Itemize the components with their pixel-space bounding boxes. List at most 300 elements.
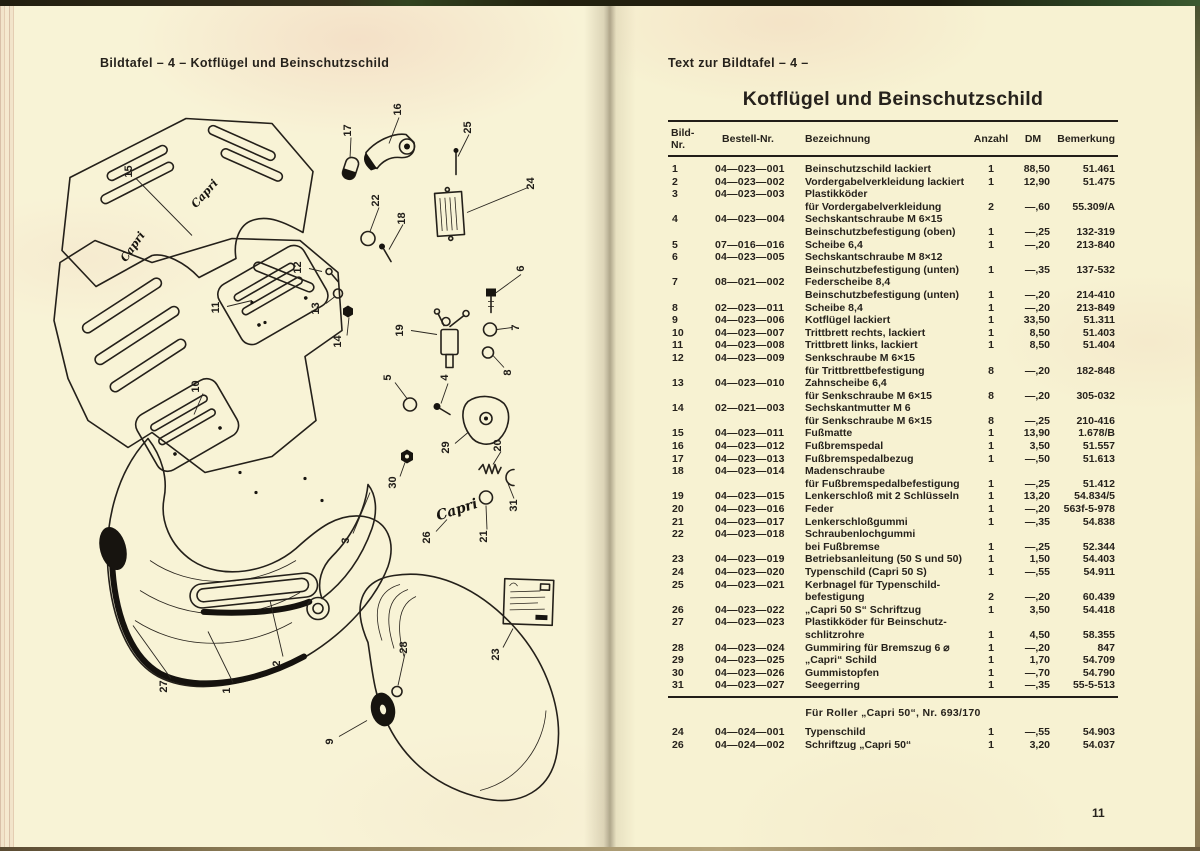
cell-bild-nr: 22 [672, 528, 684, 541]
cell-bezeichnung [794, 667, 972, 680]
cell-bild-nr: 19 [672, 490, 684, 503]
cell-dm: —,20 [1024, 591, 1050, 604]
cell-bestell-nr: 04—023—027 [715, 679, 785, 692]
diagram-callout-17: 17 [342, 124, 354, 137]
cell-anzahl: 1 [988, 263, 994, 276]
cell-bemerkung: 55-5-513 [1072, 679, 1115, 692]
cell-bestell-nr: 04—023—016 [715, 503, 785, 516]
cell-bild-nr: 1 [672, 163, 678, 175]
cell-bild-nr: 3 [672, 188, 678, 201]
cell-bild-nr: 8 [672, 301, 678, 314]
diagram-callout-5: 5 [382, 374, 394, 381]
table-row [668, 188, 1118, 213]
cell-anzahl: 1 [988, 515, 994, 528]
cell-bezeichnung [794, 339, 972, 352]
bezeichnung-line: befestigung [805, 591, 865, 604]
bezeichnung-line: Typenschild (Capri 50 S) [805, 566, 927, 578]
cell-anzahl: 1 [988, 641, 994, 654]
scan-edge-right [1195, 0, 1200, 851]
cell-bemerkung: 51.311 [1083, 314, 1115, 327]
parts-table [668, 120, 1118, 751]
bezeichnung-line: Gummiring für Bremszug 6 ⌀ [805, 641, 950, 654]
cell-bestell-nr: 04—023—011 [715, 427, 785, 440]
cell-bild-nr: 24 [672, 725, 684, 738]
cell-bemerkung: 51.461 [1082, 163, 1115, 175]
brake-pedal-part [364, 134, 415, 170]
cell-bezeichnung [794, 427, 972, 440]
cell-bild-nr: 15 [672, 427, 684, 440]
washer-part-7 [484, 323, 497, 336]
cell-dm: 1,70 [1029, 654, 1050, 667]
cell-anzahl: 1 [988, 725, 994, 738]
cell-bestell-nr: 04—023—006 [715, 314, 785, 327]
column-header-dm: DM [1024, 133, 1042, 145]
diagram-callout-7: 7 [510, 324, 522, 331]
table-row [668, 604, 1118, 617]
diagram-callout-22: 22 [370, 194, 382, 207]
section-heading: Für Roller „Capri 50“, Nr. 693/170 [805, 706, 981, 719]
bezeichnung-line: Sechskantschraube M 8×12 [805, 251, 943, 264]
cell-bestell-nr: 04—023—024 [715, 641, 785, 654]
capri-logo: Capri [188, 176, 221, 211]
cell-bild-nr: 23 [672, 553, 684, 566]
cell-bestell-nr: 02—023—011 [715, 301, 785, 314]
cell-dm: —,20 [1024, 288, 1050, 301]
bezeichnung-line: Senkschraube M 6×15 [805, 351, 916, 364]
bezeichnung-line: Lenkerschloßgummi [805, 515, 908, 528]
bezeichnung-line: für Fußbremspedalbefestigung [805, 477, 960, 490]
diagram-callout-1: 1 [221, 687, 233, 694]
table-row [668, 327, 1118, 340]
cell-dm: —,70 [1024, 666, 1050, 679]
cell-dm: 8,50 [1029, 326, 1050, 339]
cell-bezeichnung [794, 251, 972, 276]
cell-bezeichnung [794, 516, 972, 529]
bezeichnung-line: Trittbrett rechts, lackiert [805, 326, 926, 339]
cell-bemerkung: 214-410 [1076, 288, 1115, 301]
bezeichnung-line: Zahnscheibe 6,4 [805, 377, 887, 390]
cell-anzahl: 1 [988, 440, 994, 453]
cell-bestell-nr: 04—023—001 [715, 163, 785, 175]
cell-anzahl: 1 [988, 288, 994, 301]
cell-dm: —,25 [1024, 477, 1050, 490]
table-row [668, 490, 1118, 503]
cell-anzahl: 1 [988, 540, 994, 553]
left-page-header: Bildtafel – 4 – Kotflügel und Beinschutzschild [100, 56, 390, 70]
cell-bezeichnung [794, 739, 972, 752]
cell-bestell-nr: 04—023—019 [715, 553, 785, 566]
cell-bild-nr: 9 [672, 314, 678, 327]
cell-dm: —,20 [1024, 503, 1050, 516]
bezeichnung-line: Seegerring [805, 679, 860, 692]
cell-bezeichnung [794, 276, 972, 301]
bolt-part-6 [486, 289, 496, 313]
table-row [668, 566, 1118, 579]
cell-bemerkung: 54.403 [1082, 553, 1115, 566]
notch-nail-part [454, 148, 459, 175]
bezeichnung-line: Madenschraube [805, 465, 885, 478]
cell-bestell-nr: 04—023—008 [715, 339, 785, 352]
bezeichnung-line: Scheibe 6,4 [805, 238, 863, 251]
cell-bestell-nr: 04—024—002 [715, 738, 785, 751]
table-row [668, 553, 1118, 566]
page-stack-edge [0, 0, 14, 851]
cell-dm: —,25 [1024, 540, 1050, 553]
right-page [608, 6, 1196, 847]
cell-bezeichnung [794, 679, 972, 692]
diagram-callout-9: 9 [324, 738, 336, 745]
handlebar-lock-part [435, 309, 470, 368]
table-row [668, 739, 1118, 752]
diagram-callout-24: 24 [525, 177, 537, 190]
cell-anzahl: 2 [988, 591, 994, 604]
cell-bestell-nr: 04—023—023 [715, 616, 785, 629]
cell-bezeichnung [794, 490, 972, 503]
column-header-bezeichnung: Bezeichnung [805, 133, 871, 145]
cell-bezeichnung [794, 377, 972, 402]
bezeichnung-line: Beinschutzbefestigung (unten) [805, 288, 959, 301]
cell-bemerkung: 55.309/A [1072, 200, 1115, 213]
cell-dm: —,55 [1024, 725, 1050, 738]
cell-bild-nr: 29 [672, 654, 684, 667]
cell-bild-nr: 21 [672, 515, 684, 528]
sticker-label-part [503, 579, 554, 626]
cell-anzahl: 1 [988, 679, 994, 692]
floorboard-right-part [213, 241, 332, 349]
cell-bezeichnung [794, 566, 972, 579]
bezeichnung-line: Kerbnagel für Typenschild- [805, 578, 941, 591]
nut-part-14 [343, 306, 353, 318]
screw-hole-rubber-part [361, 232, 375, 246]
diagram-callout-23: 23 [490, 648, 502, 661]
bezeichnung-line: Sechskantschraube M 6×15 [805, 213, 943, 226]
bezeichnung-line: Fußbremspedalbezug [805, 452, 914, 465]
bezeichnung-line: „Capri“ Schild [805, 654, 877, 667]
cell-dm: 3,50 [1029, 603, 1050, 616]
bezeichnung-line: Typenschild [805, 725, 866, 738]
bezeichnung-line: für Senkschraube M 6×15 [805, 389, 932, 402]
spring-part [479, 465, 501, 474]
table-row [668, 427, 1118, 440]
table-row [668, 339, 1118, 352]
cell-dm: 3,20 [1029, 738, 1050, 751]
diagram-callout-16: 16 [392, 103, 404, 116]
cell-bezeichnung [794, 604, 972, 617]
cell-anzahl: 1 [988, 490, 994, 503]
cell-bezeichnung [794, 503, 972, 516]
cell-dm: —,20 [1024, 238, 1050, 251]
cell-bestell-nr: 04—023—002 [715, 175, 785, 188]
cell-bild-nr: 31 [672, 679, 684, 692]
rubber-plug-part [392, 687, 402, 697]
cell-bestell-nr: 04—023—013 [715, 452, 785, 465]
page-number: 11 [1092, 806, 1105, 820]
cell-anzahl: 1 [988, 301, 994, 314]
diagram-callout-30: 30 [387, 476, 399, 489]
table-row [668, 528, 1118, 553]
cell-bestell-nr: 04—023—009 [715, 351, 785, 364]
capri-script-part: Capri [434, 495, 480, 525]
cell-bestell-nr: 04—023—020 [715, 566, 785, 578]
cell-bezeichnung [794, 163, 972, 176]
bezeichnung-line: Kotflügel lackiert [805, 314, 891, 327]
cell-dm: 88,50 [1023, 163, 1050, 175]
cell-bemerkung: 213-849 [1076, 301, 1115, 314]
cell-anzahl: 1 [988, 738, 994, 751]
cell-bemerkung: 847 [1097, 641, 1115, 654]
diagram-callout-31: 31 [508, 499, 520, 512]
rubber-stopper-part [401, 450, 413, 464]
cell-bemerkung: 51.557 [1082, 440, 1115, 453]
cell-anzahl: 1 [988, 163, 994, 175]
cell-bemerkung: 137-532 [1076, 263, 1115, 276]
capri-logo: Capri [117, 229, 148, 265]
cell-anzahl: 1 [988, 566, 994, 578]
cell-dm: —,35 [1024, 679, 1050, 692]
column-header-anzahl: Anzahl [973, 133, 1009, 145]
section-table-body [668, 726, 1118, 751]
table-row [668, 176, 1118, 189]
leg-shield-upper-panel [62, 119, 313, 287]
table-row [668, 352, 1118, 377]
cell-bild-nr: 6 [672, 251, 678, 264]
cell-bezeichnung [794, 553, 972, 566]
leg-shield-main-part [95, 301, 391, 687]
column-header-bestell-nr: Bestell-Nr. [722, 133, 774, 145]
table-row [668, 579, 1118, 604]
table-row [668, 213, 1118, 238]
column-header-bemerkung: Bemerkung [1057, 133, 1115, 145]
diagram-callout-29: 29 [440, 441, 452, 454]
cell-bezeichnung [794, 465, 972, 490]
cell-anzahl: 1 [988, 326, 994, 339]
bezeichnung-line: Scheibe 8,4 [805, 301, 863, 314]
diagram-callout-25: 25 [462, 121, 474, 134]
cell-bemerkung: 54.418 [1082, 603, 1115, 616]
cell-anzahl: 1 [988, 477, 994, 490]
page-title: Kotflügel und Beinschutzschild [742, 88, 1044, 110]
cell-anzahl: 1 [988, 238, 994, 251]
bezeichnung-line: Trittbrett links, lackiert [805, 339, 918, 352]
cell-bestell-nr: 04—023—012 [715, 440, 785, 453]
cell-bild-nr: 14 [672, 402, 684, 415]
cell-anzahl: 1 [988, 175, 994, 188]
cell-bemerkung: 54.790 [1082, 666, 1115, 679]
cell-bezeichnung [794, 314, 972, 327]
table-row [668, 503, 1118, 516]
floorboard-left-part [131, 374, 243, 475]
cell-dm: 12,90 [1023, 175, 1050, 188]
bezeichnung-line: Feder [805, 503, 834, 516]
table-row [668, 679, 1118, 692]
cell-bild-nr: 2 [672, 175, 678, 188]
cell-bezeichnung [794, 453, 972, 466]
cell-bestell-nr: 04—023—018 [715, 528, 785, 541]
cell-dm: 13,20 [1023, 490, 1050, 503]
cell-bemerkung: 54.838 [1082, 515, 1115, 528]
cell-dm: —,25 [1024, 414, 1050, 427]
cell-anzahl: 8 [988, 364, 994, 377]
left-page [14, 6, 608, 847]
table-row [668, 163, 1118, 176]
table-row [668, 251, 1118, 276]
cell-bild-nr: 10 [672, 326, 684, 339]
cell-bild-nr: 5 [672, 238, 678, 251]
cell-bild-nr: 20 [672, 503, 684, 516]
circlip-part [506, 470, 514, 486]
bezeichnung-line: Schraubenlochgummi [805, 528, 916, 541]
bezeichnung-line: Beinschutzbefestigung (unten) [805, 263, 959, 276]
bezeichnung-line: Beinschutzbefestigung (oben) [805, 225, 956, 238]
bezeichnung-line: Beinschutzschild lackiert [805, 163, 932, 175]
diagram-callout-10: 10 [190, 380, 202, 393]
bolt-part-4 [434, 403, 451, 415]
cell-bezeichnung [794, 188, 972, 213]
table-row [668, 402, 1118, 427]
right-page-header: Text zur Bildtafel – 4 – [668, 56, 809, 70]
table-row [668, 654, 1118, 667]
cell-dm: 8,50 [1029, 339, 1050, 352]
cell-bild-nr: 30 [672, 666, 684, 679]
cell-bezeichnung [794, 616, 972, 641]
cell-bezeichnung [794, 327, 972, 340]
cell-bemerkung: 54.834/5 [1074, 490, 1115, 503]
capri-shield-badge-part [463, 396, 509, 444]
cell-bezeichnung [794, 579, 972, 604]
table-row [668, 377, 1118, 402]
cell-bild-nr: 18 [672, 465, 684, 478]
cell-bezeichnung [794, 726, 972, 739]
cell-bemerkung: 54.709 [1082, 654, 1115, 667]
cell-bild-nr: 7 [672, 276, 678, 289]
table-row [668, 302, 1118, 315]
cell-bemerkung: 213-840 [1076, 238, 1115, 251]
cell-bezeichnung [794, 302, 972, 315]
table-row [668, 642, 1118, 655]
diagram-callout-27: 27 [158, 680, 170, 693]
table-row [668, 465, 1118, 490]
diagram-callout-13: 13 [310, 302, 322, 315]
cell-anzahl: 1 [988, 503, 994, 516]
cell-bild-nr: 13 [672, 377, 684, 390]
diagram-callout-21: 21 [478, 530, 490, 543]
cell-bild-nr: 16 [672, 440, 684, 453]
cell-anzahl: 1 [988, 603, 994, 616]
diagram-callout-8: 8 [502, 369, 514, 376]
cell-dm: —,60 [1024, 200, 1050, 213]
cell-bestell-nr: 04—023—004 [715, 213, 785, 226]
cell-bestell-nr: 04—023—014 [715, 465, 785, 478]
table-bottom-rule [668, 696, 1118, 698]
bezeichnung-line: Plastikköder für Beinschutz- [805, 616, 947, 629]
cell-anzahl: 1 [988, 339, 994, 352]
washer-part-5 [404, 398, 417, 411]
cell-bemerkung: 60.439 [1082, 591, 1115, 604]
diagram-callout-3: 3 [340, 537, 352, 544]
cell-bild-nr: 26 [672, 738, 684, 751]
cell-anzahl: 1 [988, 452, 994, 465]
cell-bestell-nr: 04—023—021 [715, 578, 785, 591]
cell-bestell-nr: 04—023—026 [715, 666, 785, 679]
diagram-callout-11: 11 [210, 301, 222, 314]
foot-mat-part [189, 572, 320, 619]
column-header-bild-nr: Bild- Nr. [671, 127, 695, 151]
bezeichnung-line: Schriftzug „Capri 50“ [805, 738, 912, 751]
table-row [668, 453, 1118, 466]
lock-rubber-ring-part [480, 491, 493, 504]
cell-bezeichnung [794, 528, 972, 553]
table-row [668, 726, 1118, 739]
table-row [668, 314, 1118, 327]
cell-dm: 4,50 [1029, 628, 1050, 641]
rubber-sleeve-part [341, 156, 360, 181]
cell-bezeichnung [794, 440, 972, 453]
diagram-callout-15: 15 [123, 165, 135, 178]
cell-bestell-nr: 07—016—016 [715, 238, 785, 251]
diagram-callout-18: 18 [396, 212, 408, 225]
cell-bemerkung: 210-416 [1076, 414, 1115, 427]
table-row [668, 667, 1118, 680]
bezeichnung-line: Vordergabelverkleidung lackiert [805, 175, 965, 188]
cell-anzahl: 1 [988, 314, 994, 327]
scan-edge-top [0, 0, 1200, 6]
cell-dm: —,50 [1024, 452, 1050, 465]
screw-part-18 [379, 244, 391, 262]
cell-bezeichnung [794, 213, 972, 238]
cell-anzahl: 2 [988, 200, 994, 213]
cell-bezeichnung [794, 402, 972, 427]
cell-bemerkung: 51.412 [1082, 477, 1115, 490]
bezeichnung-line: bei Fußbremse [805, 540, 880, 553]
cell-bezeichnung [794, 352, 972, 377]
bezeichnung-line: „Capri 50 S“ Schriftzug [805, 603, 922, 616]
cell-bemerkung: 52.344 [1082, 540, 1115, 553]
table-row [668, 276, 1118, 301]
bezeichnung-line: für Trittbrettbefestigung [805, 364, 925, 377]
table-row [668, 516, 1118, 529]
cell-bild-nr: 11 [672, 339, 684, 352]
cell-bestell-nr: 04—023—017 [715, 515, 785, 528]
scan-edge-bottom [0, 847, 1200, 851]
cell-bemerkung: 51.403 [1082, 326, 1115, 339]
cell-bemerkung: 54.903 [1082, 725, 1115, 738]
exploded-diagram [14, 6, 608, 847]
bezeichnung-line: Gummistopfen [805, 666, 880, 679]
bezeichnung-line: Plastikköder [805, 188, 868, 201]
cell-bezeichnung [794, 642, 972, 655]
cell-bestell-nr: 04—023—022 [715, 603, 785, 616]
cell-anzahl: 1 [988, 427, 994, 440]
cell-bild-nr: 4 [672, 213, 678, 226]
cell-bemerkung: 132-319 [1076, 225, 1115, 238]
cell-bild-nr: 26 [672, 603, 684, 616]
cell-anzahl: 1 [988, 654, 994, 667]
cell-anzahl: 8 [988, 414, 994, 427]
table-row [668, 239, 1118, 252]
cell-dm: 3,50 [1029, 440, 1050, 453]
diagram-callout-2: 2 [271, 660, 283, 667]
cell-anzahl: 1 [988, 628, 994, 641]
cell-bemerkung: 563f-5-978 [1063, 503, 1115, 516]
diagram-callout-19: 19 [394, 324, 406, 337]
cell-bemerkung: 54.037 [1082, 738, 1115, 751]
cell-bestell-nr: 04—023—005 [715, 251, 785, 264]
cell-bestell-nr: 02—021—003 [715, 402, 785, 415]
cell-bild-nr: 28 [672, 641, 684, 654]
cell-dm: —,20 [1024, 364, 1050, 377]
cell-bestell-nr: 04—023—010 [715, 377, 785, 390]
cell-anzahl: 1 [988, 553, 994, 566]
